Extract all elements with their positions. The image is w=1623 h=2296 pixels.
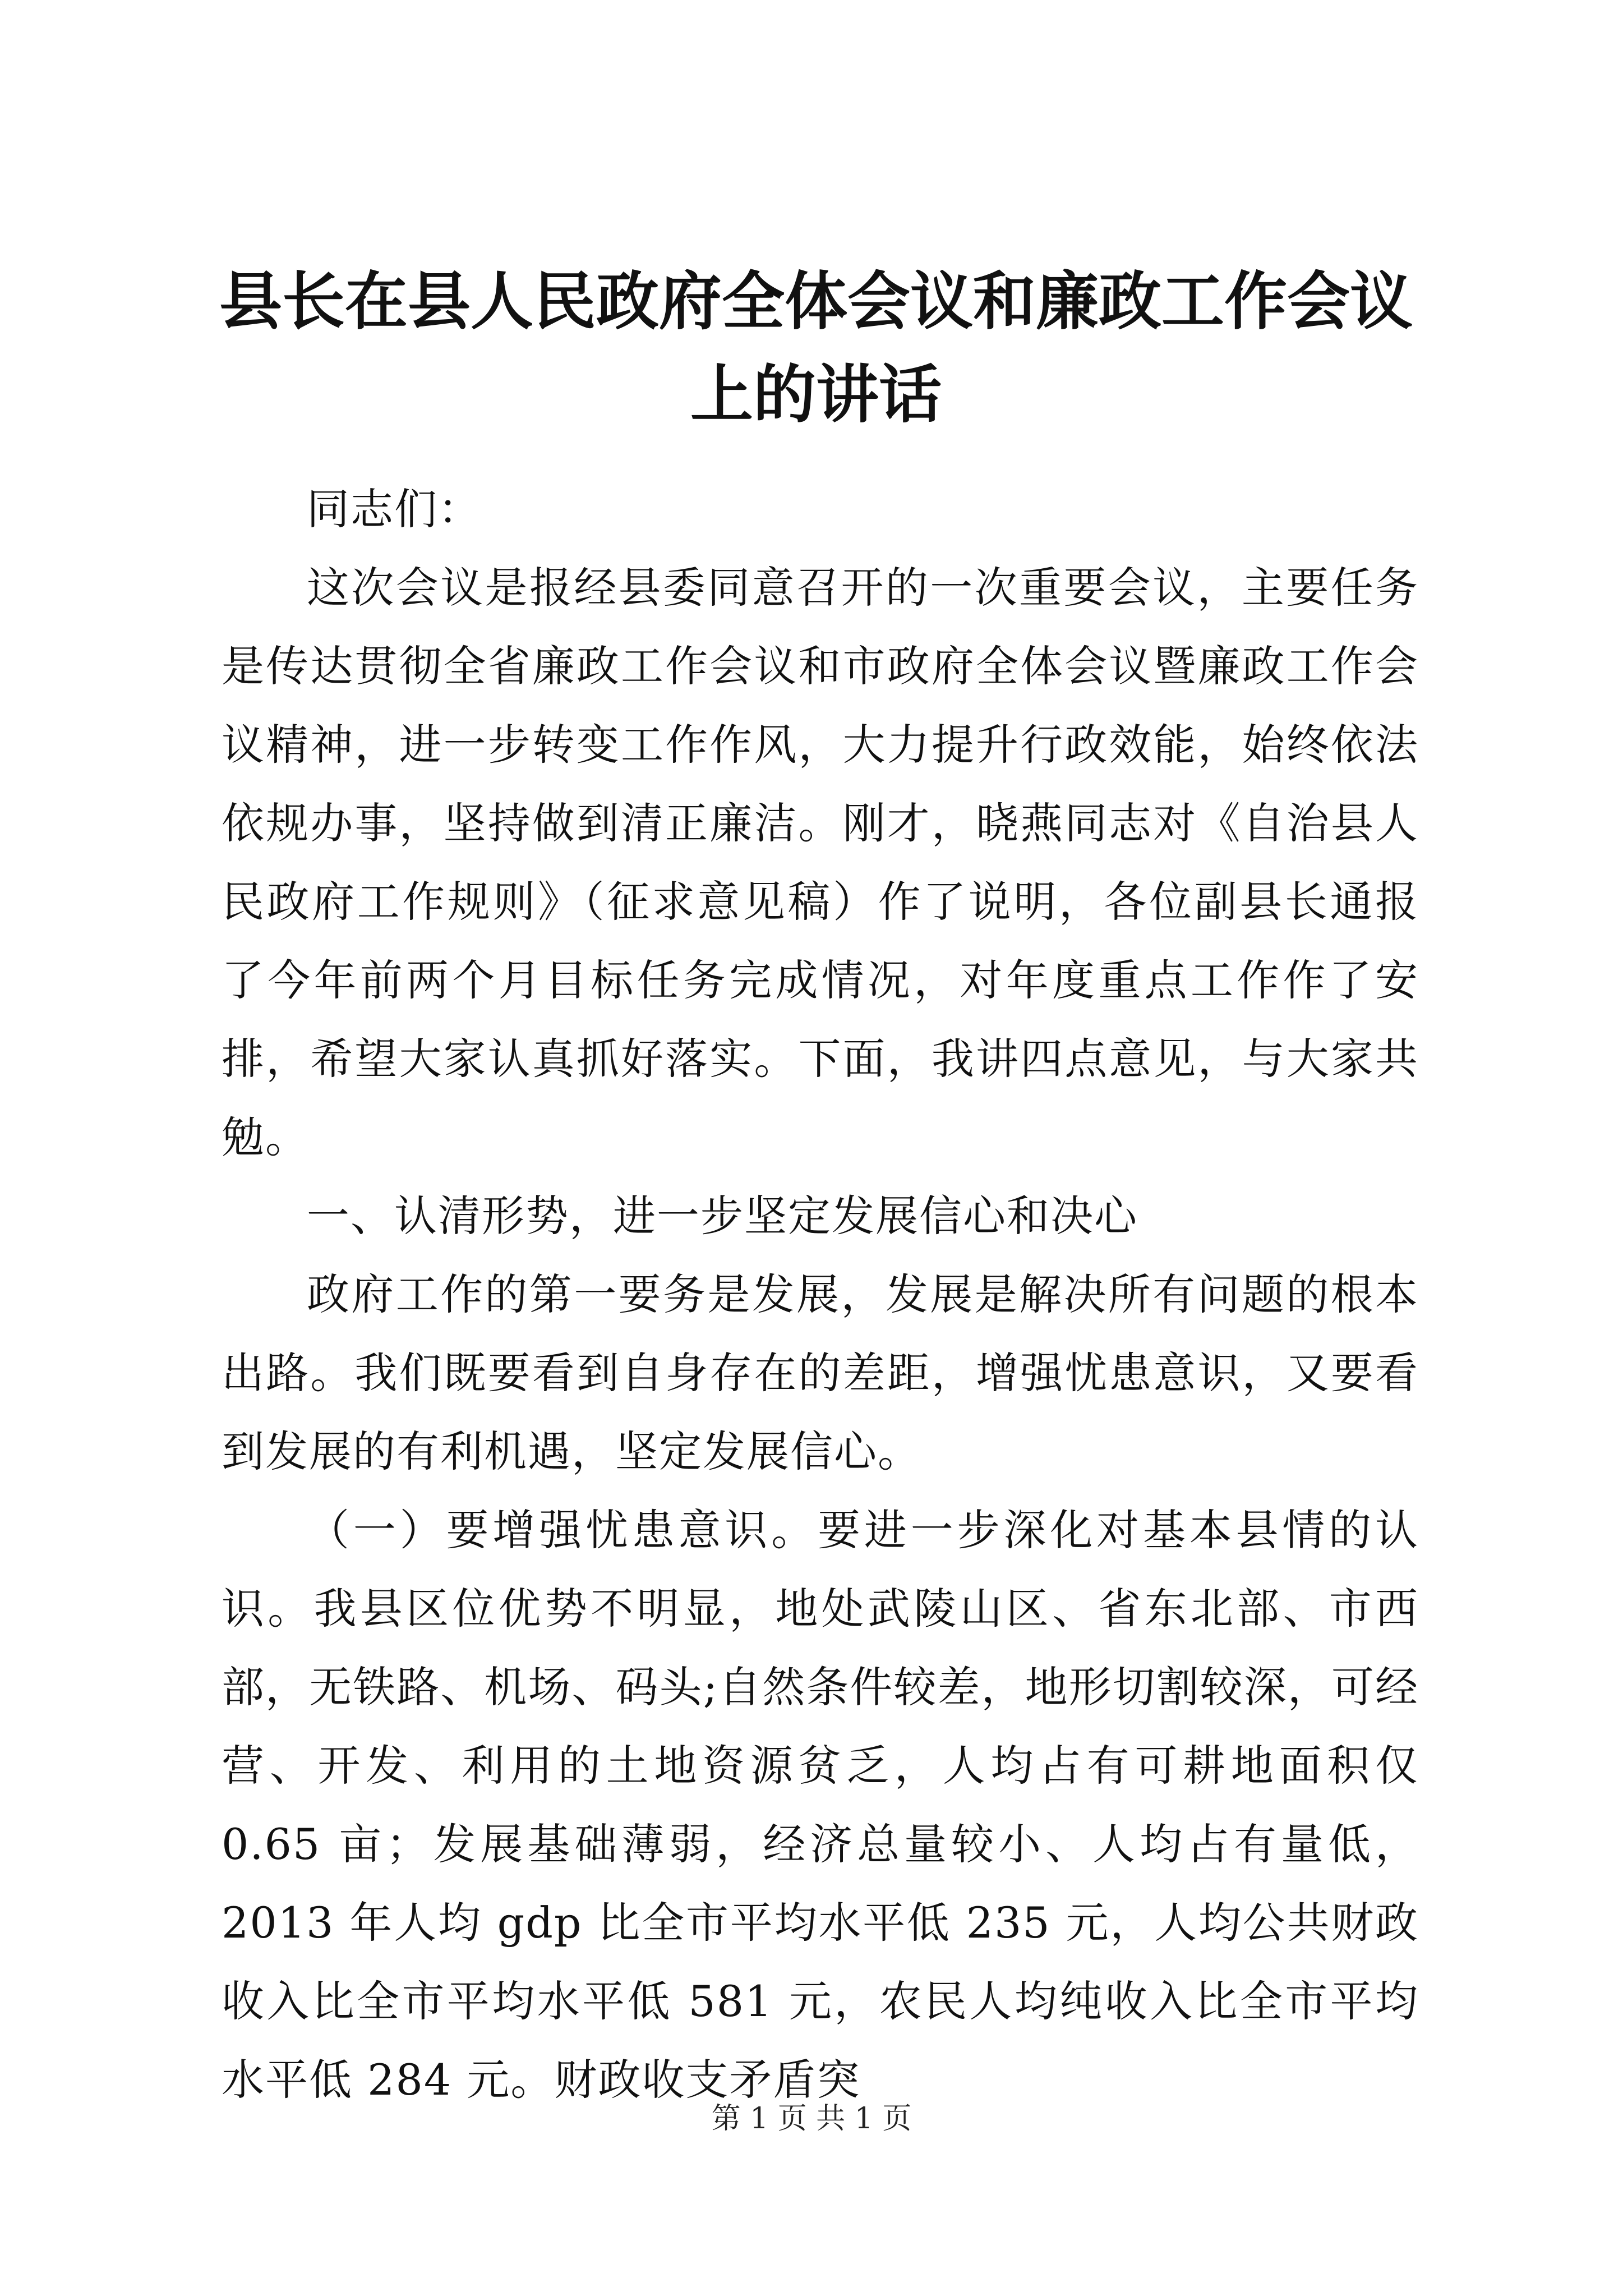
page-footer: 第 1 页 共 1 页 [711,2102,912,2136]
salutation-paragraph: 同志们： [307,484,482,534]
intro-paragraph: 这次会议是报经县委同意召开的一次重要会议，主要任务是传达贯彻全省廉政工作会议和市政府全体会议暨廉政工作会议精神，进一步转变工作作风，大力提升行政效能，始终依法依规办事，坚持做到清正廉洁。刚才，晓燕同志对《自治县人民政府工作规则》（征求意见稿）作了说明，各位副县长通报了今年前两个月目标任务完成情况，对年度重点工作作了安排，希望大家认真抓好落实。下面，我讲四点意见，与大家共勉。 [222,563,1419,1162]
document-title: 县长在县人民政府全体会议和廉政工作会议上的讲话 [219,265,1413,431]
section-heading: 一、认清形势，进一步坚定发展信心和决心 [307,1191,1138,1241]
document-body [222,470,1419,2119]
section-intro-paragraph: 政府工作的第一要务是发展，发展是解决所有问题的根本出路。我们既要看到自身存在的差距，增强忧患意识，又要看到发展的有利机遇，坚定发展信心。 [222,1269,1419,1476]
subsection-paragraph: （一）要增强忧患意识。要进一步深化对基本县情的认识。我县区位优势不明显，地处武陵山区、省东北部、市西部，无铁路、机场、码头;自然条件较差，地形切割较深，可经营、开发、利用的土地资源贫乏，人均占有可耕地面积仅 0.65 亩；发展基础薄弱，经济总量较小、人均占有量低，2013 年人均 gdp 比全市平均水平低 235 元，人均公共财政收入比全市平均水平低 581 元，农民人均纯收入比全市平均水平低 284 元。财政收支矛盾突 [222,1505,1419,2105]
